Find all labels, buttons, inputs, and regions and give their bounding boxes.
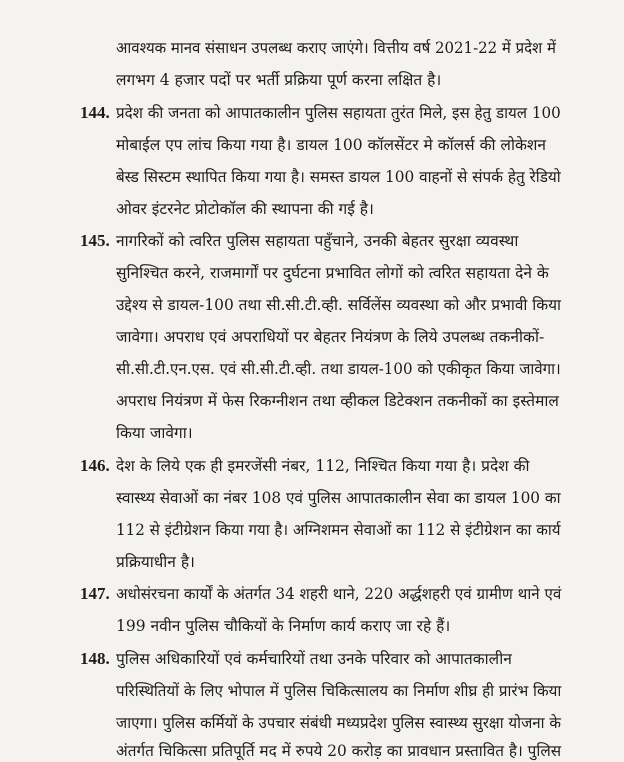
paragraph-line: 199 नवीन पुलिस चौकियों के निर्माण कार्य कराए जा रहे हैं। (116, 617, 451, 635)
paragraph-line: पुलिस अधिकारियों एवं कर्मचारियों तथा उनके परिवार को आपातकालीन (116, 650, 512, 668)
paragraph-line: उद्देश्य से डायल-100 तथा सी.सी.टी.व्ही. सर्विलेंस व्यवस्था को और प्रभावी किया (116, 296, 561, 314)
paragraph-number: 146. (80, 456, 110, 475)
paragraph-line: ओवर इंटरनेट प्रोटोकॉल की स्थापना की गई है। (116, 200, 374, 218)
paragraph-line: अंतर्गत चिकित्सा प्रतिपूर्ति मद में रुपये 20 करोड़ का प्रावधान प्रस्तावित है। पुलिस (116, 742, 562, 760)
paragraph-line: अधोसंरचना कार्यों के अंतर्गत 34 शहरी थाने, 220 अर्द्धशहरी एवं ग्रामीण थाने एवं (116, 585, 562, 603)
paragraph-line: देश के लिये एक ही इमरजेंसी नंबर, 112, निश्चित किया गया है। प्रदेश की (116, 457, 530, 475)
intro-line: लगभग 4 हजार पदों पर भर्ती प्रक्रिया पूर्ण करना लक्षित है। (116, 71, 442, 89)
paragraph-line: मोबाईल एप लांच किया गया है। डायल 100 कॉलसेंटर मे कॉलर्स की लोकेशन (116, 136, 547, 154)
paragraph-number: 148. (80, 649, 110, 668)
paragraph-number: 145. (80, 231, 110, 250)
intro-line: आवश्यक मानव संसाधन उपलब्ध कराए जाएंगे। वित्तीय वर्ष 2021-22 में प्रदेश में (116, 39, 556, 57)
paragraph-line: प्रदेश की जनता को आपातकालीन पुलिस सहायता तुरंत मिले, इस हेतु डायल 100 (116, 104, 561, 122)
paragraph-line: 112 से इंटीग्रेशन किया गया है। अग्निशमन सेवाओं का 112 से इंटीग्रेशन का कार्य (116, 521, 561, 539)
paragraph-line: परिस्थितियों के लिए भोपाल में पुलिस चिकित्सालय का निर्माण शीघ्र ही प्रारंभ किया (116, 682, 562, 700)
paragraph-line: सुनिश्चित करने, राजमार्गों पर दुर्घटना प्रभावित लोगों को त्वरित सहायता देने के (116, 264, 549, 282)
paragraph-number: 144. (80, 103, 110, 122)
paragraph-number: 147. (80, 584, 110, 603)
paragraph-line: जाएगा। पुलिस कर्मियों के उपचार संबंधी मध्यप्रदेश पुलिस स्वास्थ्य सुरक्षा योजना के (116, 714, 561, 732)
paragraph-line: प्रक्रियाधीन है। (116, 553, 195, 571)
paragraph-line: नागरिकों को त्वरित पुलिस सहायता पहुँचाने, उनकी बेहतर सुरक्षा व्यवस्था (116, 232, 519, 250)
paragraph-line: सी.सी.टी.एन.एस. एवं सी.सी.टी.व्ही. तथा डायल-100 को एकीकृत किया जावेगा। (116, 360, 561, 378)
paragraph-line: किया जावेगा। (116, 424, 193, 442)
paragraph-line: अपराध नियंत्रण में फेस रिकग्नीशन तथा व्हीकल डिटेक्शन तकनीकों का इस्तेमाल (116, 392, 559, 410)
paragraph-line: स्वास्थ्य सेवाओं का नंबर 108 एवं पुलिस आपातकालीन सेवा का डायल 100 का (116, 489, 561, 507)
paragraph-line: बेस्ड सिस्टम स्थापित किया गया है। समस्त डायल 100 वाहनों से संपर्क हेतु रेडियो (116, 168, 561, 186)
paragraph-line: जावेगा। अपराध एवं अपराधियों पर बेहतर नियंत्रण के लिये उपलब्ध तकनीकों- (116, 328, 545, 346)
